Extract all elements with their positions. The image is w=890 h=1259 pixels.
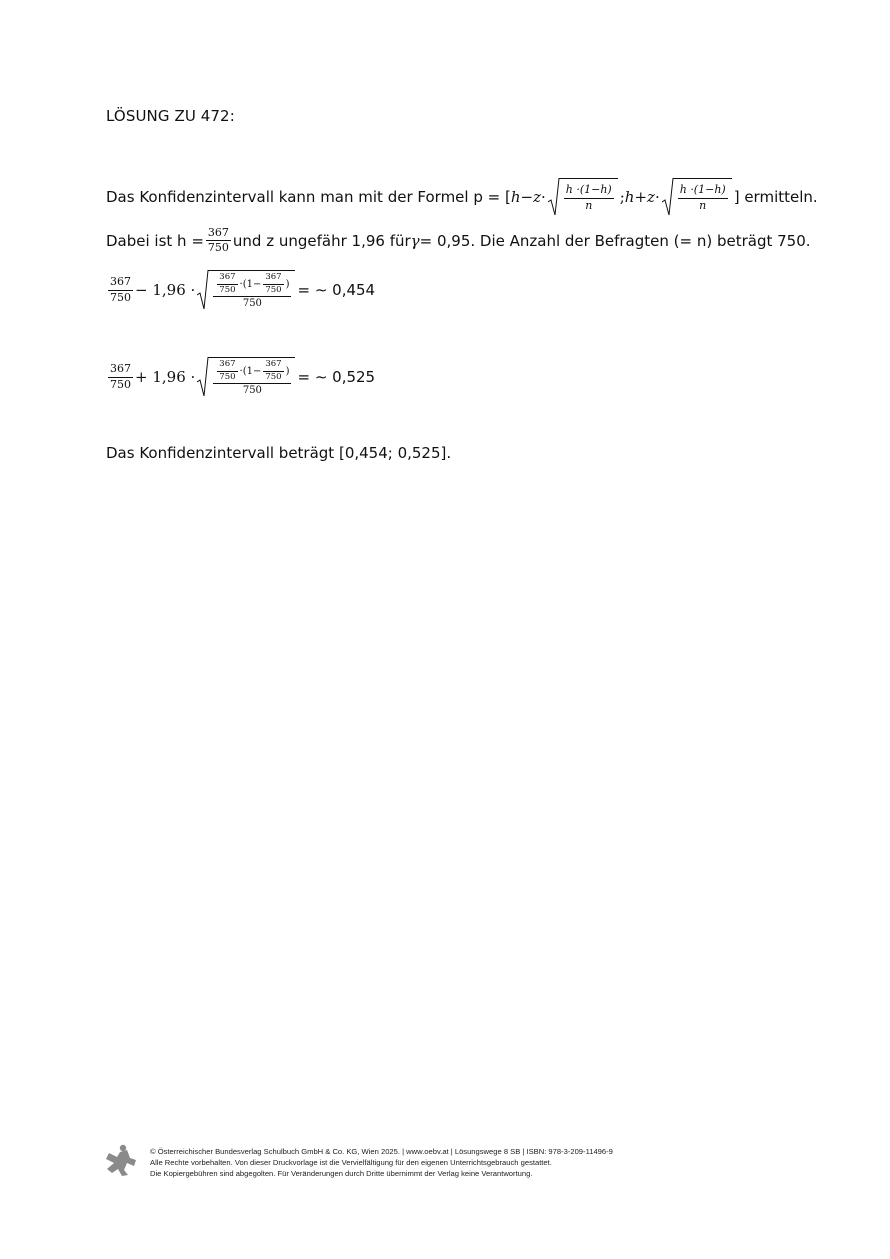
solution-heading: LÖSUNG ZU 472: [106,107,235,125]
fraction-367-750-b: $\frac{367}{750}$ [110,362,131,391]
publisher-logo-icon [106,1144,136,1176]
footer-copyright: © Österreichischer Bundesverlag Schulbuch GmbH & Co. KG, Wien 2025. | www.oebv.at | Lösungswege 8 SB | ISBN: 978-3-209-11496-9 [150,1147,613,1156]
lower-bound-calculation [106,270,375,310]
sqrt-term-2 [662,178,732,216]
fraction-367-750: $\frac{367}{750}$ [110,275,131,304]
fraction-h-one-minus-h: $\frac{h \cdot(1-h)}{n}$ [565,183,612,212]
math-h-2: h [624,188,635,206]
formula-suffix: ] ermitteln. [733,188,818,206]
footer-text [150,1146,613,1179]
math-semicolon: ; [619,188,625,206]
math-h: h [510,188,521,206]
given-prefix: Dabei ist h = [106,231,204,250]
math-dot-2: · [654,188,660,206]
lower-operator: − 1,96 · [135,281,196,299]
upper-bound-calculation [106,357,375,397]
lower-result: = ∼ 0,454 [297,281,376,299]
fraction-variance-lower: $\frac{367}{750}$ ·(1− $\frac{367}{750}$ ) 750 [213,273,291,309]
sqrt-sign-icon [662,178,674,216]
sqrt-sign-icon [197,357,209,397]
sqrt-upper [197,357,295,397]
upper-operator: + 1,96 · [135,368,196,386]
given-values-line [106,227,811,254]
fraction-h-value: $\frac{367}{750}$ [207,226,229,255]
sqrt-sign-icon [548,178,560,216]
math-minus: − [520,188,534,206]
fraction-variance-upper: $\frac{367}{750}$ ·(1− $\frac{367}{750}$ ) 750 [213,360,291,396]
fraction-h-one-minus-h-2: $\frac{h \cdot(1-h)}{n}$ [679,183,726,212]
upper-result: = ∼ 0,525 [297,368,376,386]
math-z: z [533,188,541,206]
math-gamma: γ [410,231,420,250]
formula-prefix: Das Konfidenzintervall kann man mit der Formel p = [ [106,188,511,206]
given-middle: und z ungefähr 1,96 für [232,231,411,250]
sqrt-sign-icon [197,270,209,310]
formula-line [106,178,818,216]
given-suffix: = 0,95. Die Anzahl der Befragten (= n) beträgt 750. [419,231,811,250]
math-dot: · [540,188,546,206]
sqrt-term-1 [548,178,618,216]
footer-rights: Alle Rechte vorbehalten. Von dieser Druckvorlage ist die Vervielfältigung für den eigenen Unterrichtsgebrauch gestattet. [150,1158,552,1167]
math-z-2: z [647,188,655,206]
sqrt-lower [197,270,295,310]
conclusion-text: Das Konfidenzintervall beträgt [0,454; 0,525]. [106,444,452,462]
math-plus: + [634,188,648,206]
footer-disclaimer: Die Kopiergebühren sind abgegolten. Für Veränderungen durch Dritte übernimmt der Verlag keine Verantwortung. [150,1169,533,1178]
